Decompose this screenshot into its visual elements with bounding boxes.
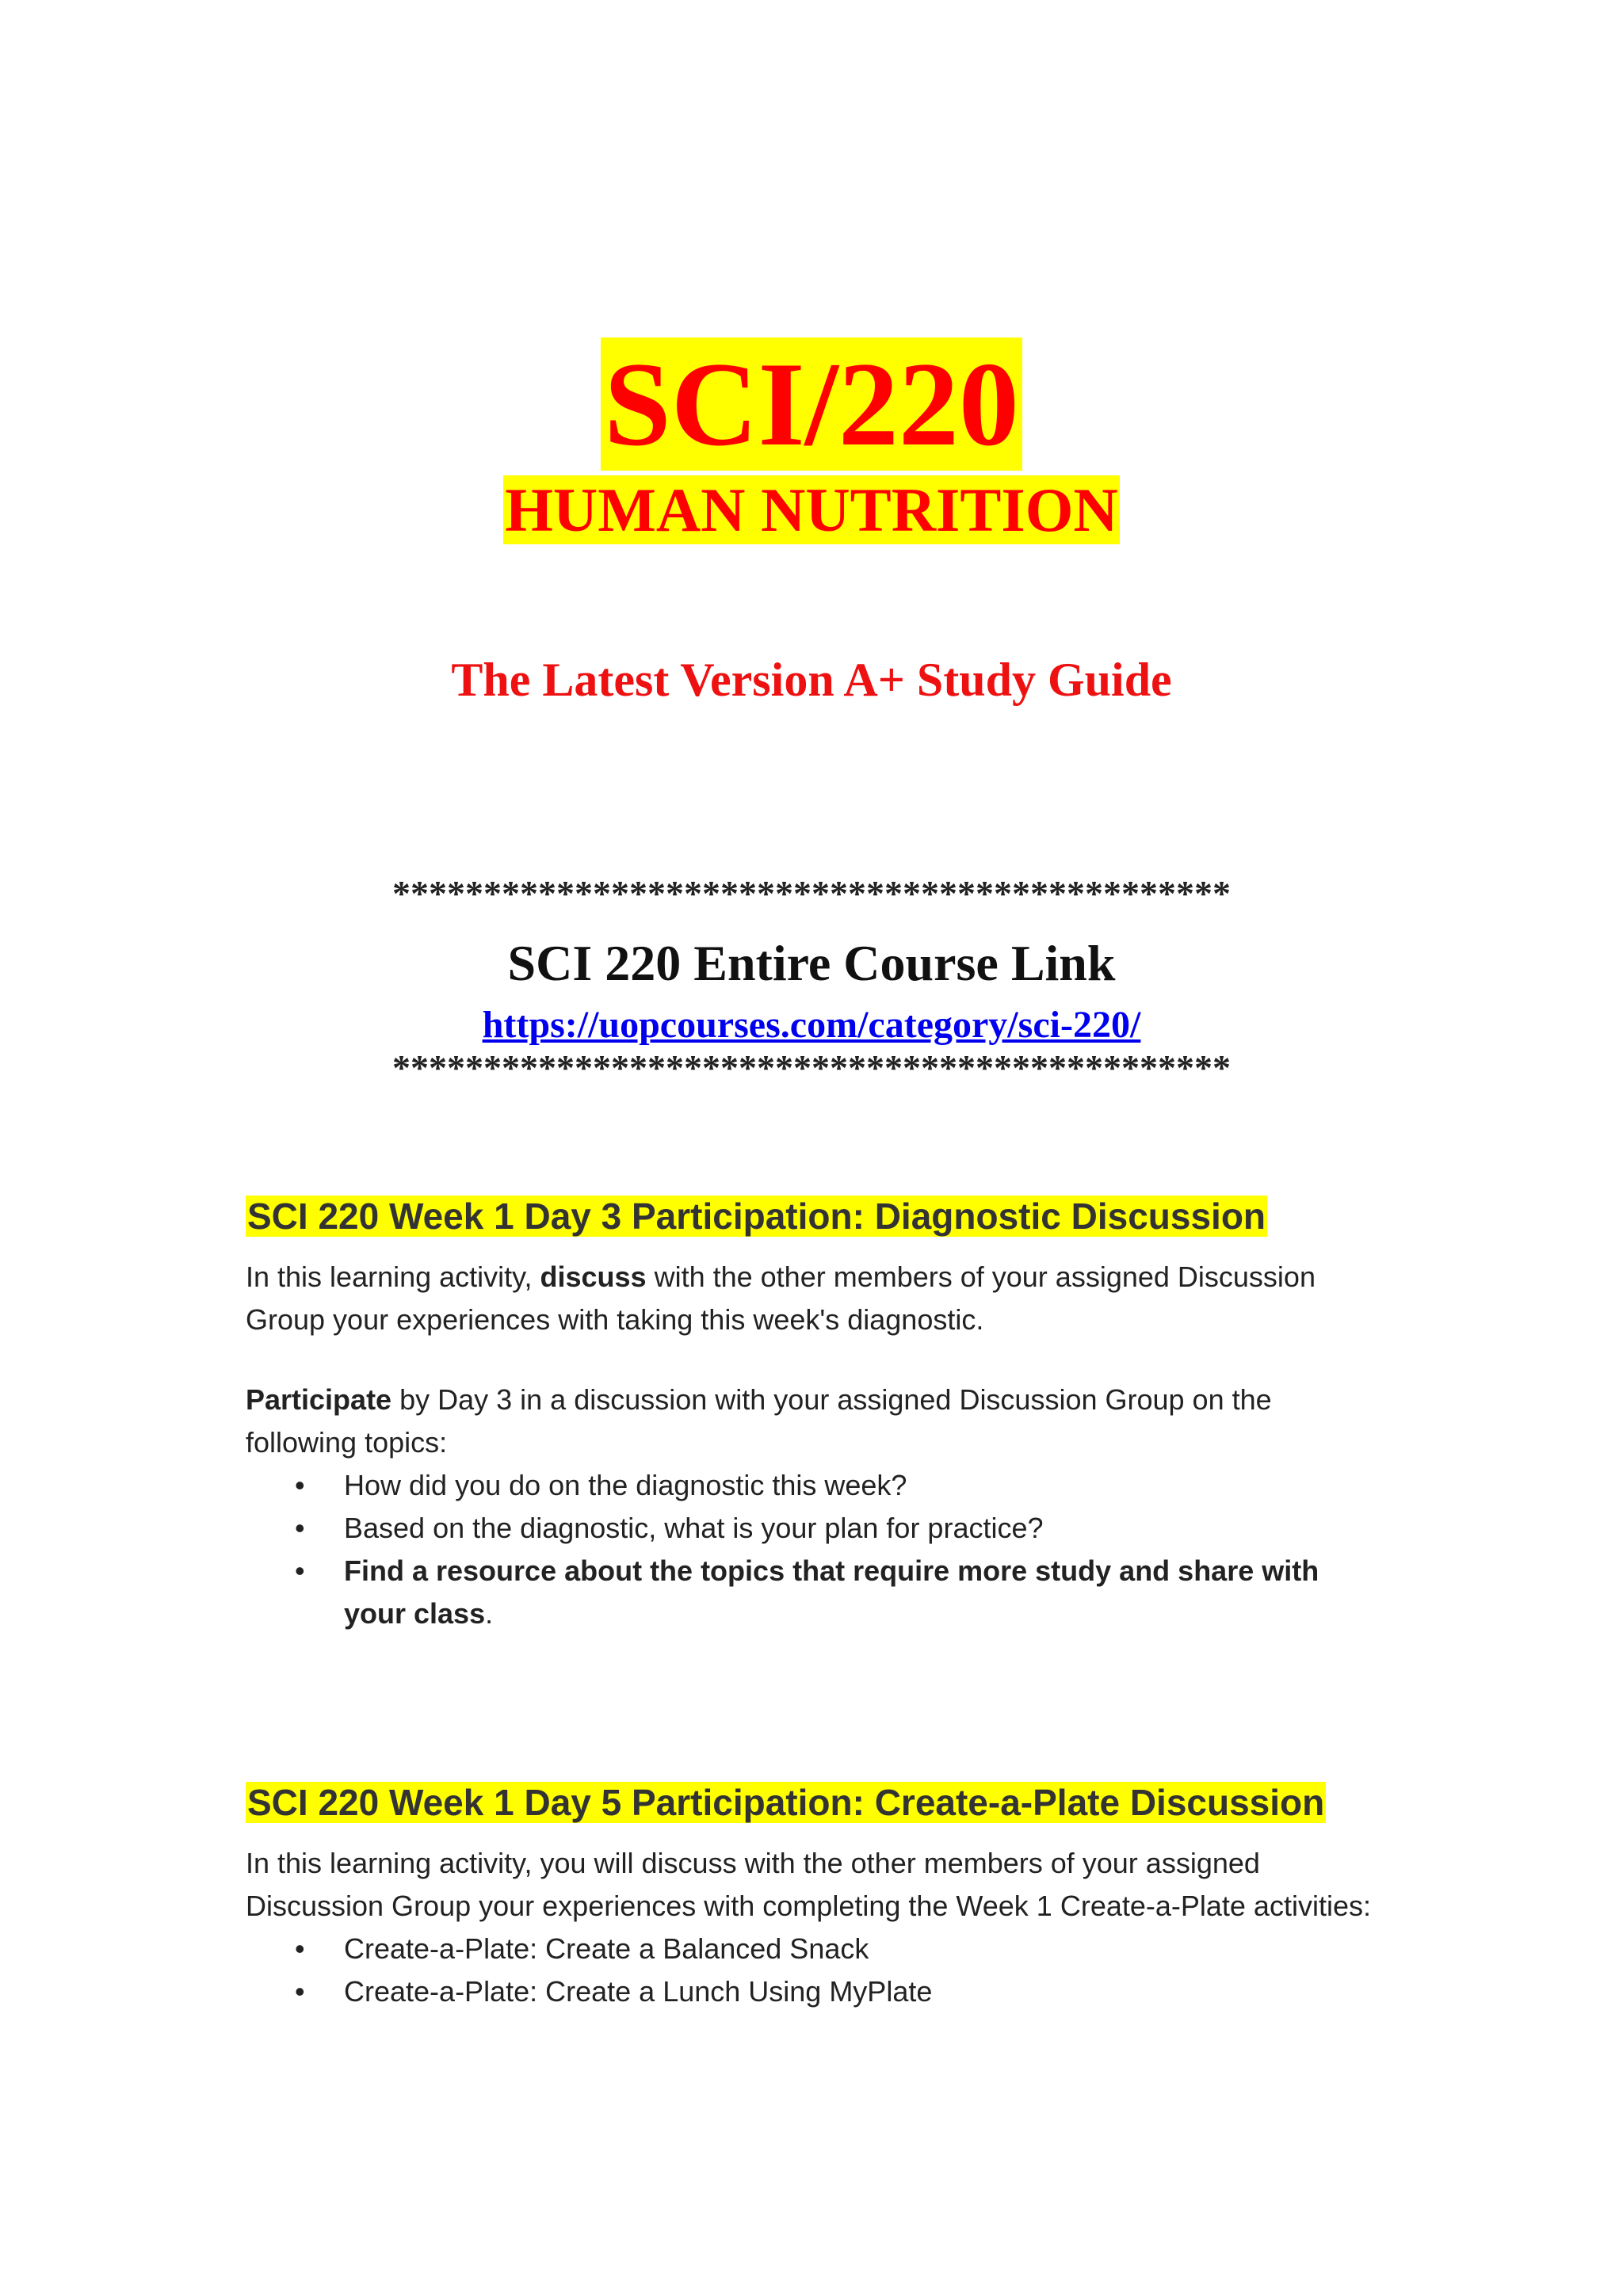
course-code-title xyxy=(0,337,1623,471)
course-link-anchor[interactable]: https://uopcourses.com/category/sci-220/ xyxy=(482,1004,1141,1046)
bullet-icon: • xyxy=(295,1932,305,1965)
list-item xyxy=(246,1464,1387,1507)
course-name-title xyxy=(0,474,1623,547)
text-run: In this learning activity, xyxy=(246,1261,540,1293)
course-link-url[interactable] xyxy=(0,1001,1623,1049)
text-run: by Day 3 in a discussion with your assigned Discussion Group on the following topics: xyxy=(246,1383,1272,1459)
list-item xyxy=(246,1550,1387,1635)
list-item-text: Create-a-Plate: Create a Lunch Using MyPlate xyxy=(344,1975,933,2008)
bullet-list xyxy=(246,1464,1387,1635)
section-heading-text: SCI 220 Week 1 Day 5 Participation: Create-a-Plate Discussion xyxy=(247,1782,1325,1823)
stars-divider-bottom: ********************************************** xyxy=(392,1047,1231,1088)
course-code-text: SCI/220 xyxy=(601,338,1022,471)
list-item-text: Based on the diagnostic, what is your plan for practice? xyxy=(344,1512,1044,1544)
list-item-bold-text: Find a resource about the topics that require more study and share with your class xyxy=(344,1554,1319,1630)
bullet-icon: • xyxy=(295,1975,305,2008)
course-name-text: HUMAN NUTRITION xyxy=(505,475,1118,544)
section-paragraph-participate xyxy=(246,1379,1387,1464)
bold-text-run: Participate xyxy=(246,1383,392,1416)
bullet-list xyxy=(246,1928,1387,2013)
bullet-icon: • xyxy=(295,1469,305,1501)
list-item xyxy=(246,1970,1387,2013)
bold-text-run: discuss xyxy=(540,1261,647,1293)
list-item-text: Create-a-Plate: Create a Balanced Snack xyxy=(344,1932,869,1965)
course-link-heading: SCI 220 Entire Course Link xyxy=(507,935,1116,991)
list-item xyxy=(246,1507,1387,1550)
bullet-icon: • xyxy=(295,1512,305,1544)
section-paragraph-intro: In this learning activity, you will discuss with the other members of your assigned Discussion Group your experiences with completing the Week 1 Create-a-Plate activities: xyxy=(246,1847,1371,1922)
bullet-icon: • xyxy=(295,1554,305,1587)
section-heading xyxy=(246,1191,1267,1241)
section-heading-text: SCI 220 Week 1 Day 3 Participation: Diagnostic Discussion xyxy=(247,1196,1266,1237)
section-heading xyxy=(246,1777,1326,1828)
stars-divider-top: ********************************************** xyxy=(392,873,1231,913)
text-run: . xyxy=(485,1597,494,1630)
section-week1-day3 xyxy=(246,1191,1387,1635)
text-run: with the other members of your assigned Discussion Group your experiences with taking this week's diagnostic. xyxy=(246,1261,1316,1336)
section-paragraph-intro xyxy=(246,1256,1387,1341)
list-item-text: How did you do on the diagnostic this week? xyxy=(344,1469,907,1501)
section-week1-day5 xyxy=(246,1777,1387,2013)
list-item xyxy=(246,1928,1387,1970)
study-guide-tagline: The Latest Version A+ Study Guide xyxy=(451,654,1172,706)
